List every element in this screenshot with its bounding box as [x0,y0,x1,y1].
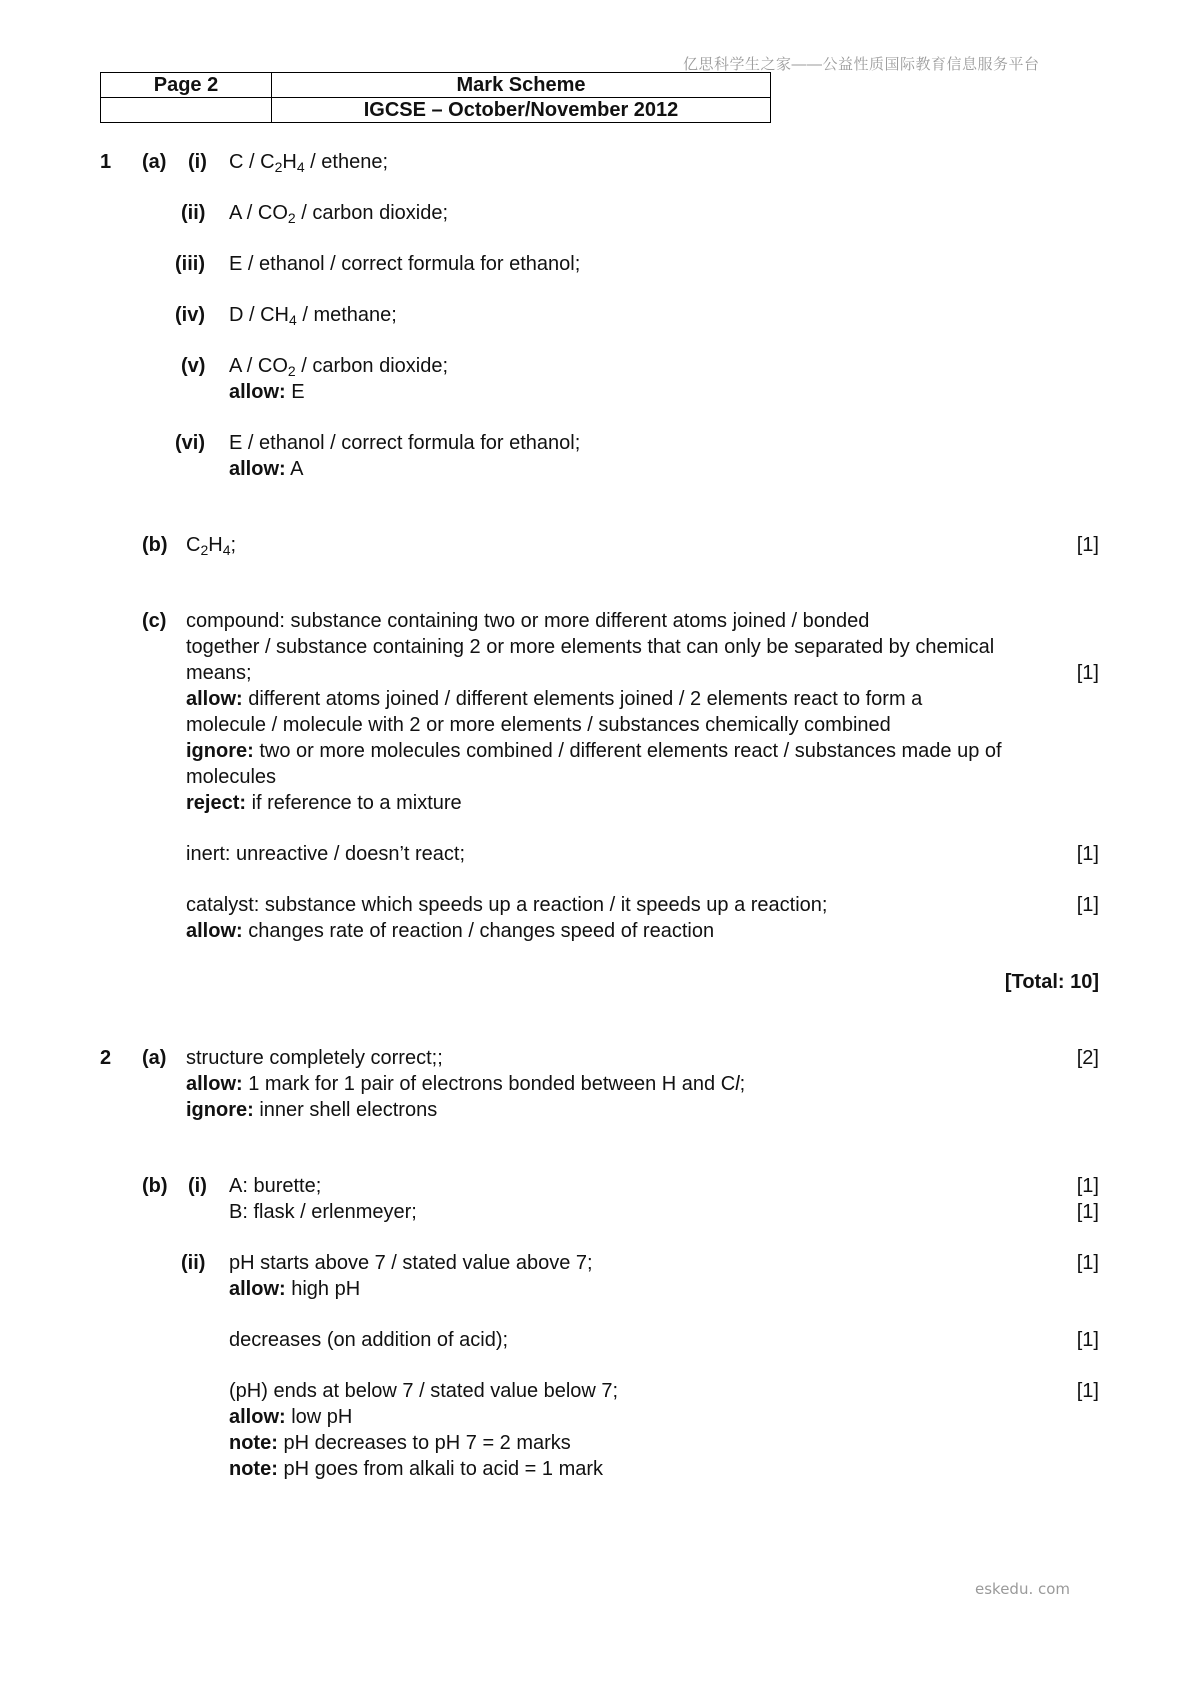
doc-subtitle: IGCSE – October/November 2012 [272,98,771,123]
q1a-iv-label: (iv) [175,304,205,326]
q2a-allow: allow: 1 mark for 1 pair of electrons bonded between H and Cl; [186,1073,746,1095]
q2b-i-label: (i) [188,1175,207,1197]
q2b-ii-label: (ii) [181,1252,206,1274]
q1a-v-allow: allow: E [229,381,305,403]
q1c-catalyst-allow: allow: changes rate of reaction / changes speed of reaction [186,920,715,942]
q1a-vi-answer: E / ethanol / correct formula for ethanol; [229,432,581,454]
q1b-label: (b) [142,534,168,556]
q1a-iii-label: (iii) [175,253,205,275]
q1a-iv-answer: D / $CH_4$ / methane; [229,304,397,328]
q1b-mark: [1] [1076,534,1099,556]
q2b-ii-mark3: [1] [1076,1380,1099,1402]
q1a-v-answer: A / $CO_2$ / carbon dioxide; [229,355,449,379]
q2b-ii-allow1: allow: high pH [229,1278,361,1300]
q2a-answer: structure completely correct;; [186,1047,443,1069]
watermark-top: 亿思科学生之家——公益性质国际教育信息服务平台 [683,56,1040,73]
header-empty-cell [101,98,272,123]
q1a-i-answer: C / $C_2H_4$ / ethene; [229,151,389,175]
q2b-i-line1: A: burette; [229,1175,322,1197]
q1a-label: (a) [142,151,167,173]
q1c-compound-mark: [1] [1076,662,1099,684]
q1c-label: (c) [142,610,167,632]
page-number: Page 2 [101,73,272,98]
q1a-vi-allow: allow: A [229,458,304,480]
q2b-ii-line1: pH starts above 7 / stated value above 7; [229,1252,593,1274]
q1c-ignore-line1: ignore: two or more molecules combined / different elements react / substances made up of [186,740,1002,762]
q1c-inert-mark: [1] [1076,843,1099,865]
watermark-bottom: eskedu. com [975,1580,1071,1598]
q1a-ii-label: (ii) [181,202,206,224]
q1a-i-label: (i) [188,151,207,173]
q2b-ii-line3: (pH) ends at below 7 / stated value below 7; [229,1380,619,1402]
q1a-ii-answer: A / $CO_2$ / carbon dioxide; [229,202,449,226]
q1c-compound-line1: compound: substance containing two or more different atoms joined / bonded [186,610,870,632]
q2b-i-mark1: [1] [1076,1175,1099,1197]
q2a-mark: [2] [1076,1047,1099,1069]
q2b-ii-mark1: [1] [1076,1252,1099,1274]
q2a-label: (a) [142,1047,167,1069]
q1c-catalyst: catalyst: substance which speeds up a reaction / it speeds up a reaction; [186,894,828,916]
q2-number: 2 [100,1047,112,1069]
q2b-ii-allow3: allow: low pH [229,1406,353,1428]
q1c-catalyst-mark: [1] [1076,894,1099,916]
q1c-compound-line3: means; [186,662,252,684]
q1a-iii-answer: E / ethanol / correct formula for ethanol; [229,253,581,275]
q1c-inert: inert: unreactive / doesn’t react; [186,843,466,865]
q2b-ii-mark2: [1] [1076,1329,1099,1351]
q1c-compound-line2: together / substance containing 2 or more elements that can only be separated by chemical [186,636,995,658]
q2b-ii-note1: note: pH decreases to pH 7 = 2 marks [229,1432,571,1454]
q2a-ignore: ignore: inner shell electrons [186,1099,438,1121]
q1-total: [Total: 10] [1004,971,1099,993]
q2b-ii-note2: note: pH goes from alkali to acid = 1 mark [229,1458,604,1480]
q2b-label: (b) [142,1175,168,1197]
header-table [100,72,771,123]
q2b-i-line2: B: flask / erlenmeyer; [229,1201,417,1223]
q1a-v-label: (v) [181,355,206,377]
q1c-allow-line1: allow: different atoms joined / different elements joined / 2 elements react to form a [186,688,923,710]
q1-number: 1 [100,151,112,173]
q1a-vi-label: (vi) [175,432,205,454]
q2b-ii-line2: decreases (on addition of acid); [229,1329,509,1351]
q1c-allow-line2: molecule / molecule with 2 or more elements / substances chemically combined [186,714,891,736]
q2b-i-mark2: [1] [1076,1201,1099,1223]
q1c-ignore-line2: molecules [186,766,277,788]
q1b-answer: $C_2H_4$; [186,534,237,558]
doc-title: Mark Scheme [272,73,771,98]
q1c-reject: reject: if reference to a mixture [186,792,462,814]
